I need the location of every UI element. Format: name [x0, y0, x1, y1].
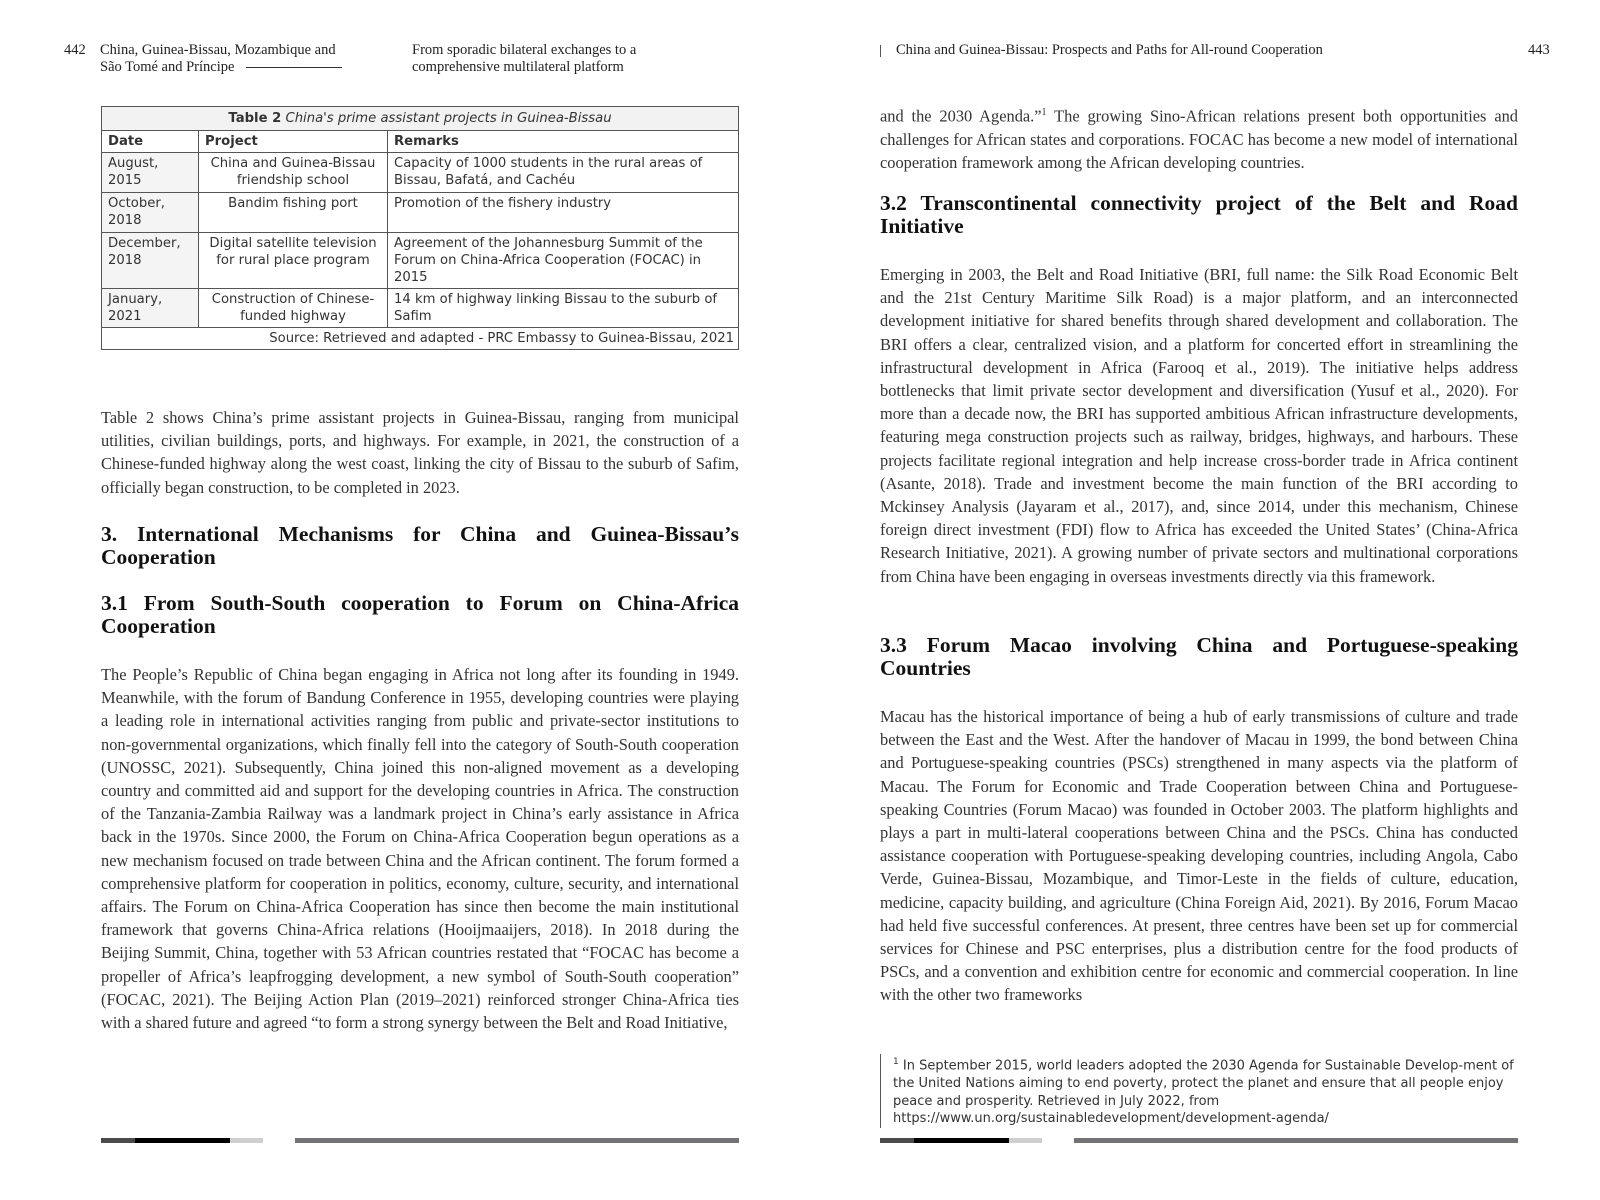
running-head-book-line2: São Tomé and Príncipe	[100, 59, 235, 75]
footer-bar-black	[135, 1138, 230, 1143]
table-row	[102, 233, 739, 289]
cell-remarks: Capacity of 1000 students in the rural areas of Bissau, Bafatá, and Cachéu	[388, 153, 739, 193]
cell-project: China and Guinea-Bissau friendship school	[199, 153, 388, 193]
header-rule	[246, 67, 342, 68]
cell-date: August, 2015	[102, 153, 199, 193]
table-source-row	[102, 328, 739, 350]
table-row	[102, 289, 739, 328]
footnote-marker: 1	[893, 1057, 899, 1067]
cell-remarks: Promotion of the fishery industry	[388, 193, 739, 233]
paragraph-section-3-1: The People’s Republic of China began engaging in Africa not long after its founding in 1949. Meanwhile, with the forum of Bandung Conference in 1955, developing countries were playing a leading role in international activities ranging from public and private-sector institutions to non-governmental organizations, which finally fell into the category of South-South cooperation (UNOSSC, 2021). Subsequently, China joined this non-aligned movement as a developing country and committed aid and support for the developing countries in Africa. The construction of the Tanzania-Zambia Railway was a landmark project in China’s early assistance in Africa back in the 1970s. Since 2000, the Forum on China-Africa Cooperation begun operations as a new mechanism focused on trade between China and the African continent. The forum formed a comprehensive platform for cooperation in politics, economy, culture, security, and international affairs. The Forum on China-Africa Cooperation has since then become the main institutional framework that governs China-Africa relations (Hooijmaaijers, 2018). In 2018 during the Beijing Summit, China, together with 53 African countries restated that “FOCAC has become a propeller of Africa’s leapfrogging development, a new symbol of South-South cooperation” (FOCAC, 2021). The Beijing Action Plan (2019–2021) reinforced stronger China-Africa ties with a shared future and agreed “to form a strong synergy between the Belt and Road Initiative,	[101, 665, 739, 1033]
page-number-right: 443	[1528, 42, 1550, 58]
cell-date: October, 2018	[102, 193, 199, 233]
running-head-part-line1: From sporadic bilateral exchanges to a	[412, 42, 637, 58]
table-source: Source: Retrieved and adapted - PRC Embassy to Guinea-Bissau, 2021	[102, 328, 739, 350]
paragraph-section-3-3: Macau has the historical importance of being a hub of early transmissions of culture and trade between the East and the West. After the handover of Macau in 1999, the bond between China and Portuguese-speaking countries (PSCs) strengthened in many aspects via the platform of Macau. The Forum for Economic and Trade Cooperation between China and Portuguese-speaking Countries (Forum Macao) was founded in October 2003. The platform highlights and plays a part in multi-lateral cooperations between China and the PSCs. China has conducted assistance cooperation with Portuguese-speaking developing countries, including Angola, Cabo Verde, Guinea-Bissau, Mozambique, and Timor-Leste in the fields of culture, education, medicine, capacity building, and agriculture (China Foreign Aid, 2021). By 2016, Forum Macao had held five successful conferences. At present, three centres have been set up for commercial services for Chinese and PSC enterprises, plus a distribution centre for the food products of PSCs, and a convention and exhibition centre for economic and commercial cooperation. In line with the other two frameworks	[880, 707, 1518, 1005]
paragraph-table-summary: Table 2 shows China’s prime assistant projects in Guinea-Bissau, ranging from municipal utilities, civilian buildings, ports, and highways. For example, in 2021, the construction of a Chinese-funded highway along the west coast, linking the city of Bissau to the suburb of Safim, officially began construction, to be completed in 2023.	[101, 408, 739, 497]
footer-bar-gray	[295, 1138, 739, 1143]
footnote	[880, 1054, 1533, 1128]
table-caption	[102, 107, 739, 131]
paragraph-continued-rest: The growing Sino-African relations present both opportunities and challenges for African states and corporations. FOCAC has become a new model of international cooperation framework among the African developing countries.	[880, 106, 1518, 172]
footer-bar-gray	[1074, 1138, 1518, 1143]
table-caption-text: China's prime assistant projects in Guinea-Bissau	[281, 111, 612, 126]
footnote-reference[interactable]: 1	[1041, 107, 1047, 118]
heading-section-3-2: 3.2 Transcontinental connectivity project of the Belt and Road Initiative	[880, 191, 1518, 238]
running-head-part	[412, 42, 712, 76]
running-head-book-line1: China, Guinea-Bissau, Mozambique and	[100, 42, 336, 58]
cell-remarks: Agreement of the Johannesburg Summit of the Forum on China-Africa Cooperation (FOCAC) in 2015	[388, 233, 739, 289]
running-head-right: China and Guinea-Bissau: Prospects and Paths for All-round Cooperation	[896, 42, 1323, 58]
table-row	[102, 193, 739, 233]
column-header-remarks: Remarks	[388, 131, 739, 153]
cell-project: Bandim fishing port	[199, 193, 388, 233]
paragraph-continued	[880, 101, 1518, 174]
paragraph-section-3-2: Emerging in 2003, the Belt and Road Initiative (BRI, full name: the Silk Road Economic Belt and the 21st Century Maritime Silk Road) is a major platform, and an interconnected development initiative for shared benefits through shared development and collaboration. The BRI offers a clear, centralized vision, and a platform for concerted effort in streamlining the infrastructural development in Africa (Farooq et al., 2019). The initiative helps address bottlenecks that limit private sector development and diversification (Yusuf et al., 2020). For more than a decade now, the BRI has supported ambitious African infrastructure developments, featuring mega construction projects such as railway, bridges, highways, and harbours. These projects facilitate regional integration and help increase cross-border trade in Africa continent (Asante, 2018). Trade and investment become the main function of the BRI according to Mckinsey Analysis (Jayaram et al., 2017), and, since 2014, under this mechanism, Chinese foreign direct investment (FDI) flow to Africa has exceeded the United States’ (China-Africa Research Initiative, 2021). A growing number of private sectors and multinational corporations from China have been engaging in overseas investments directly via this framework.	[880, 265, 1518, 586]
column-header-date: Date	[102, 131, 199, 153]
page-number-left: 442	[64, 42, 86, 58]
footer-bar-light	[1009, 1138, 1042, 1143]
column-header-project: Project	[199, 131, 388, 153]
cell-date: January, 2021	[102, 289, 199, 328]
cell-date: December, 2018	[102, 233, 199, 289]
table-caption-row	[102, 107, 739, 131]
heading-section-3-3: 3.3 Forum Macao involving China and Portuguese-speaking Countries	[880, 633, 1518, 680]
footer-bar-dark	[880, 1138, 914, 1143]
paragraph-continued-start: and the 2030 Agenda.”	[880, 106, 1042, 126]
cell-project: Construction of Chinese-funded highway	[199, 289, 388, 328]
footer-bar-light	[230, 1138, 263, 1143]
cell-project: Digital satellite television for rural place program	[199, 233, 388, 289]
table-caption-label: Table 2	[228, 111, 282, 126]
heading-section-3: 3. International Mechanisms for China and Guinea-Bissau’s Cooperation	[101, 522, 739, 569]
projects-table	[101, 106, 739, 350]
table-header-row	[102, 131, 739, 153]
running-head-part-line2: comprehensive multilateral platform	[412, 59, 624, 75]
cell-remarks: 14 km of highway linking Bissau to the suburb of Safim	[388, 289, 739, 328]
footer-bar-dark	[101, 1138, 135, 1143]
footnote-text: In September 2015, world leaders adopted the 2030 Agenda for Sustainable Develop-ment of the United Nations aiming to end poverty, protect the planet and ensure that all people enjoy peace and prosperity. Retrieved in July 2022, from https://www.un.org/sustainabledevelopment/development-agenda/	[893, 1058, 1514, 1127]
table-row	[102, 153, 739, 193]
heading-section-3-1: 3.1 From South-South cooperation to Forum on China-Africa Cooperation	[101, 591, 739, 638]
header-bar-divider	[880, 45, 881, 57]
footer-bar-black	[914, 1138, 1009, 1143]
running-head-book	[100, 42, 360, 76]
